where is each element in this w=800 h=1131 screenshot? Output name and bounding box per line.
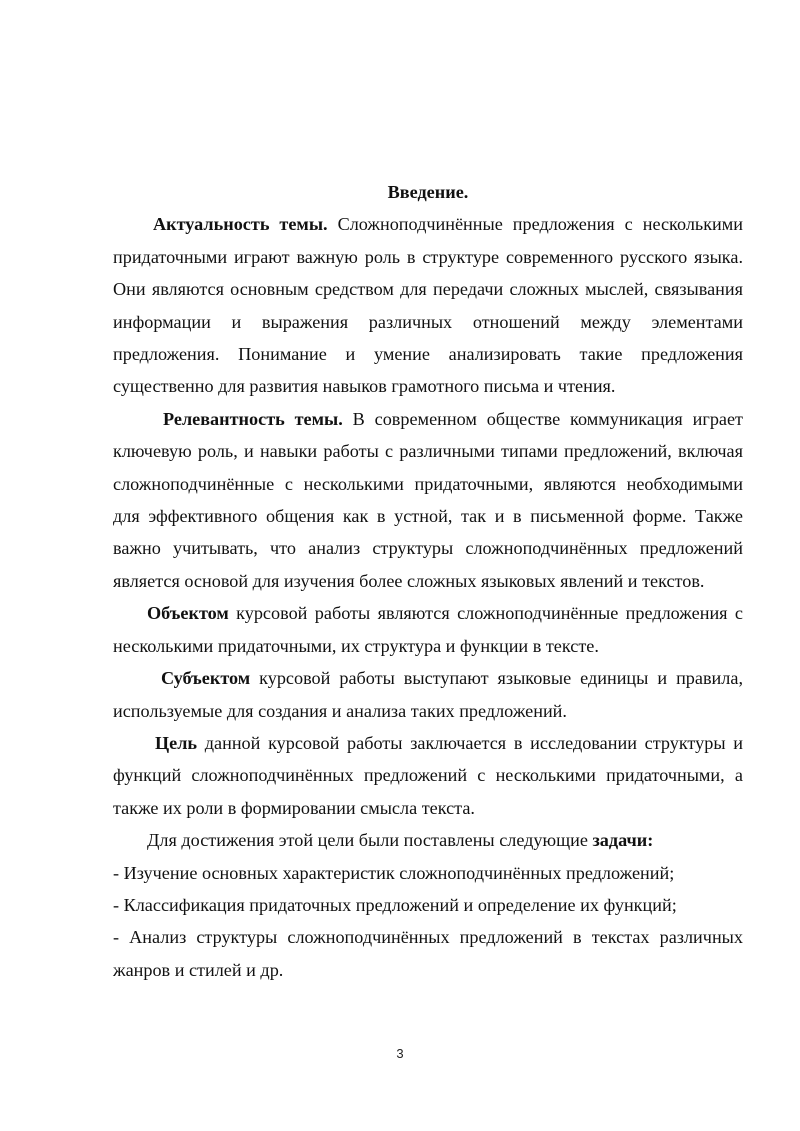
- page-number: 3: [396, 1046, 404, 1061]
- subject-label: Субъектом: [161, 668, 251, 689]
- goal-label: Цель: [155, 732, 198, 753]
- relevance-paragraph: [113, 208, 743, 402]
- object-text: курсовой работы являются сложноподчинённые предложения с несколькими придаточными, их структура и функции в тексте.: [113, 603, 743, 656]
- subject-text: курсовой работы выступают языковые единицы и правила, используемые для создания и анализа таких предложений.: [113, 668, 743, 721]
- task-item: - Классификация придаточных предложений и определение их функций;: [113, 894, 677, 915]
- task-item: - Изучение основных характеристик сложноподчинённых предложений;: [113, 862, 675, 883]
- goal-text: данной курсовой работы заключается в исследовании структуры и функций сложноподчинённых предложений с несколькими придаточными, а также их роли в формировании смысла текста.: [113, 732, 743, 818]
- goal-paragraph: [113, 727, 743, 824]
- tasks-intro-text: Для достижения этой цели были поставлены следующие: [147, 830, 593, 851]
- relevance-label: Актуальность темы.: [153, 214, 328, 235]
- task-item: - Анализ структуры сложноподчинённых предложений в текстах различных жанров и стилей и др.: [113, 927, 743, 980]
- object-label: Объектом: [147, 603, 229, 624]
- relevance-text: Сложноподчинённые предложения с несколькими придаточными играют важную роль в структуре современного русского языка. Они являются основным средством для передачи сложных мыслей, связывания информации и выражения различных отношений между элементами предложения. Понимание и умение анализировать такие предложения существенно для развития навыков грамотного письма и чтения.: [113, 214, 744, 397]
- object-paragraph: [113, 597, 743, 662]
- pertinence-paragraph: [113, 403, 743, 597]
- pertinence-text: В современном обществе коммуникация играет ключевую роль, и навыки работы с различными типами предложений, включая сложноподчинённые с несколькими придаточными, являются необходимыми для эффективного общения как в устной, так и в письменной форме. Также важно учитывать, что анализ структуры сложноподчинённых предложений является основой для изучения более сложных языковых явлений и текстов.: [113, 408, 744, 591]
- document-body: [113, 176, 743, 986]
- subject-paragraph: [113, 662, 743, 727]
- tasks-label: задачи:: [592, 830, 654, 851]
- tasks-intro-paragraph: [113, 824, 743, 856]
- pertinence-label: Релевантность темы.: [163, 408, 343, 429]
- section-title: Введение.: [387, 182, 469, 202]
